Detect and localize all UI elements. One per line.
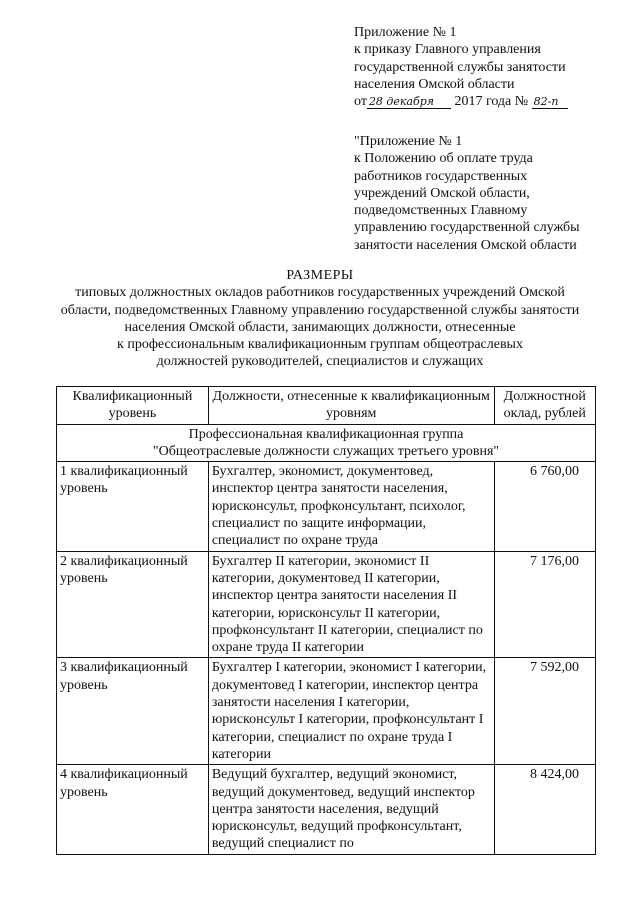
level-cell: 2 квалификационный уровень <box>57 551 209 658</box>
regulation-annex-line: работников государственных <box>354 168 528 184</box>
positions-cell: Ведущий бухгалтер, ведущий экономист, ведущий документовед, ведущий инспектор центра занятости населения, ведущий юрисконсульт, ведущий профконсультант, ведущий специалист по <box>208 765 494 854</box>
heading-line: области, подведомственных Главному управлению государственной службы занятости <box>60 302 580 318</box>
level-cell: 1 квалификационный уровень <box>57 462 209 551</box>
level-cell: 4 квалификационный уровень <box>57 765 209 854</box>
header-salary: Должностной оклад, рублей <box>494 387 595 425</box>
positions-cell: Бухгалтер II категории, экономист II категории, документовед II категории, инспектор центра занятости населения II категории, юрисконсульт II категории, профконсультант II категории, специалист по охране труда II категории <box>208 551 494 658</box>
regulation-annex-line: занятости населения Омской области <box>354 237 577 253</box>
salary-cell: 6 760,00 <box>494 462 595 551</box>
order-date-line <box>354 93 624 110</box>
order-annex-line: государственной службы занятости <box>354 59 566 75</box>
positions-cell: Бухгалтер I категории, экономист I категории, документовед I категории, инспектор центра занятости населения I категории, юрисконсульт I категории, профконсультант I категории, специалист по охране труда I категории <box>208 658 494 765</box>
date-prefix: от <box>354 94 367 110</box>
heading-line: типовых должностных окладов работников государственных учреждений Омской <box>75 285 565 301</box>
table-header-row <box>57 387 596 425</box>
document-title: РАЗМЕРЫ <box>286 268 354 283</box>
order-annex-line: населения Омской области <box>354 76 515 92</box>
handwritten-order-number: 82-п <box>532 96 568 109</box>
regulation-annex-line: подведомственных Главному <box>354 203 528 219</box>
salary-cell: 7 176,00 <box>494 551 595 658</box>
group-title: Профессиональная квалификационная группа <box>188 426 464 442</box>
level-cell: 3 квалификационный уровень <box>57 658 209 765</box>
regulation-annex-block <box>354 133 624 254</box>
table-row <box>57 462 596 551</box>
group-row <box>57 424 596 462</box>
document-heading <box>20 267 620 371</box>
salary-cell: 7 592,00 <box>494 658 595 765</box>
heading-line: должностей руководителей, специалистов и служащих <box>156 354 484 370</box>
group-cell <box>57 424 596 462</box>
order-annex-block <box>354 24 624 110</box>
header-level: Квалификационный уровень <box>57 387 209 425</box>
order-annex-title: Приложение № 1 <box>354 25 457 40</box>
regulation-annex-title: "Приложение № 1 <box>354 134 463 149</box>
regulation-annex-line: управлению государственной службы <box>354 220 580 236</box>
order-annex-line: к приказу Главного управления <box>354 42 541 58</box>
heading-line: к профессиональным квалификационным группам общеотраслевых <box>117 337 523 353</box>
salary-table <box>56 386 596 855</box>
heading-line: населения Омской области, занимающих должности, отнесенные <box>124 319 516 335</box>
regulation-annex-line: к Положению об оплате труда <box>354 151 533 167</box>
header-positions: Должности, отнесенные к квалификационным уровням <box>208 387 494 425</box>
handwritten-date: 28 декабря <box>367 96 451 109</box>
table-row <box>57 551 596 658</box>
regulation-annex-line: учреждений Омской области, <box>354 185 530 201</box>
group-name: "Общеотраслевые должности служащих третьего уровня" <box>152 443 500 459</box>
table-row <box>57 765 596 854</box>
table-row <box>57 658 596 765</box>
positions-cell: Бухгалтер, экономист, документовед, инспектор центра занятости населения, юрисконсульт, профконсультант, психолог, специалист по защите информации, специалист по охране труда <box>208 462 494 551</box>
salary-cell: 8 424,00 <box>494 765 595 854</box>
date-suffix: 2017 года № <box>454 94 529 110</box>
